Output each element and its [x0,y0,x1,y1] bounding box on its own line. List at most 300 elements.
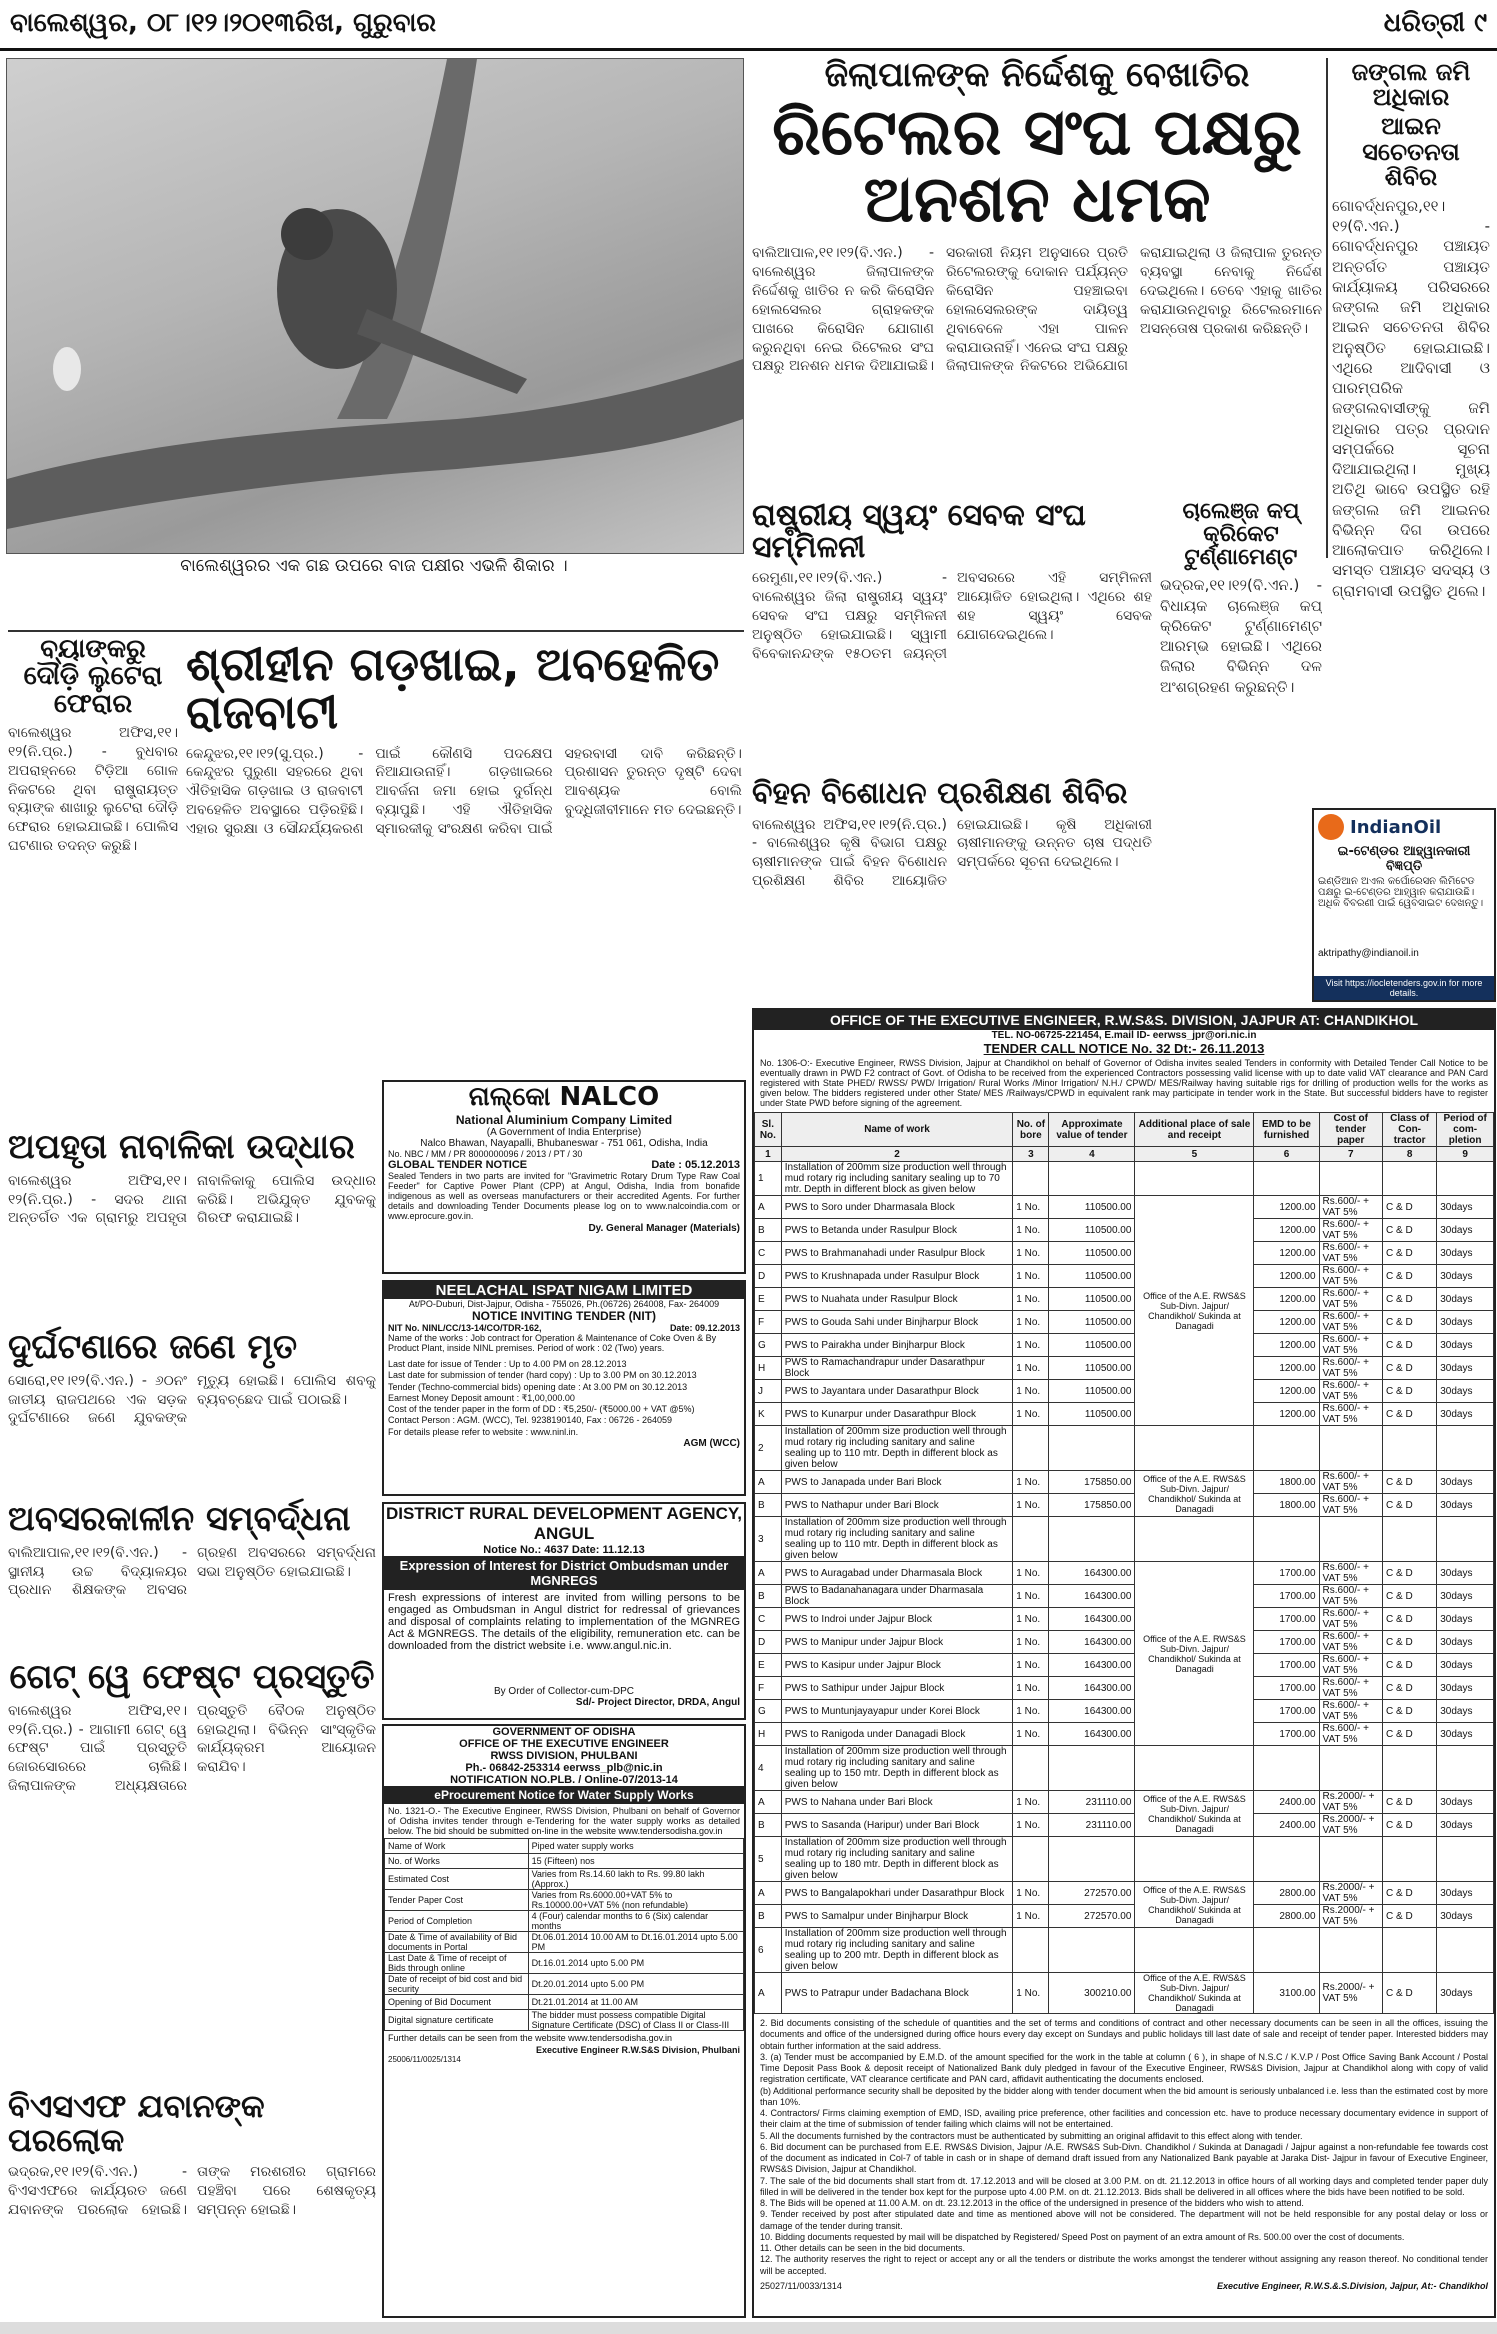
phulbani-label: Date of receipt of bid cost and bid security [385,1974,529,1995]
jajpur-cell-emd: 1200.00 [1254,1380,1319,1403]
main-headline: ଶ୍ରୀହୀନ ଗଡ଼ଖାଇ, ଅବହେଳିତ ରାଜବାଟୀ [186,637,720,740]
minor-headline: ଅପହୃତା ନାବାଳିକା ଉଦ୍ଧାର [8,1127,355,1167]
jajpur-cell-bore: 1 No. [1013,1814,1049,1837]
phulbani-foot: Further details can be seen from the website www.tendersodisha.gov.in [388,2033,672,2043]
phulbani-row [385,1911,744,1932]
jajpur-cell-name: PWS to Auragabad under Dharmasala Block [781,1562,1013,1585]
jajpur-cell-name: PWS to Ranigoda under Danagadi Block [781,1723,1013,1746]
nalco-address: Nalco Bhawan, Nayapalli, Bhubaneswar - 751 061, Odisha, India [420,1138,708,1149]
jajpur-cell-bore: 1 No. [1013,1403,1049,1426]
drda-band: Expression of Interest for District Ombudsman under MGNREGS [384,1556,744,1590]
neelachal-row: Last date for submission of tender (hard copy) : Up to 3.00 PM on 30.12.2013 [388,1370,697,1381]
jajpur-cell-class: C & D [1383,1380,1437,1403]
jajpur-col-number: 9 [1437,1147,1494,1162]
jajpur-cell-period: 30days [1437,1723,1494,1746]
phulbani-label: Tender Paper Cost [385,1890,529,1911]
jajpur-cell-class: C & D [1383,1494,1437,1517]
neelachal-row: Earnest Money Deposit amount : ₹1,00,000.00 [388,1392,575,1403]
jajpur-cell-period: 30days [1437,1814,1494,1837]
phulbani-value: 4 (Four) calendar months to 6 (Six) calendar months [528,1911,743,1932]
jajpur-cell-value: 164300.00 [1049,1654,1135,1677]
jajpur-group-sl: 4 [755,1746,782,1791]
jajpur-cell-place: Office of the A.E. RWS&S Sub-Divn. Jajpur/ Chandikhol/ Sukinda at Danagadi [1135,1471,1254,1517]
rwss-phulbani-ad [382,1724,746,2318]
phulbani-label: Last Date & Time of receipt of Bids through online [385,1953,529,1974]
phulbani-line: GOVERNMENT OF ODISHA [492,1726,636,1738]
jajpur-cell-period: 30days [1437,1357,1494,1380]
jajpur-col-header: Additional place of sale and receipt [1135,1113,1254,1147]
indianoil-brand: IndianOil [1350,816,1442,838]
jajpur-work-row [755,1791,1494,1814]
indianoil-logo-row [1314,810,1494,844]
jajpur-cell-class: C & D [1383,1562,1437,1585]
jajpur-cell-value: 164300.00 [1049,1562,1135,1585]
jajpur-work-row [755,1905,1494,1928]
jajpur-cell-cost: Rs.600/- + VAT 5% [1319,1494,1383,1517]
jajpur-cell-letter: B [755,1585,782,1608]
jajpur-cell-letter: C [755,1608,782,1631]
nalco-ad [382,1080,746,1274]
phulbani-label: Opening of Bid Document [385,1995,529,2010]
jajpur-work-row [755,1973,1494,2014]
phulbani-value: Dt.21.01.2014 at 11.00 AM [528,1995,743,2010]
jajpur-cell-value: 231110.00 [1049,1791,1135,1814]
jajpur-cell-letter: D [755,1265,782,1288]
jajpur-col-header: Cost of tender paper [1319,1113,1383,1147]
jajpur-cell-bore: 1 No. [1013,1357,1049,1380]
phulbani-line: OFFICE OF THE EXECUTIVE ENGINEER [459,1738,669,1750]
jajpur-cell-value: 231110.00 [1049,1814,1135,1837]
jajpur-note: 3. (a) Tender must be accompanied by E.M.D. of the amount specified for the work in the table at column ( 6 ), in shape of N.S.C / K.V.P / Post Office Saving Bank Account / Postal Time Deposit Pass Book & deposit receipt of Nationalized Bank duly pledged in favour of the Executive Engineer, RWS&S Division, Jajpur at Chandikhol along with copy of valid registration certificate, VAT clearance certificate and PAN card, affidavit authenticating the documents enclosed. [760,2051,1488,2085]
phulbani-value: 15 (Fifteen) nos [528,1854,743,1869]
jajpur-group-row [755,1746,1494,1791]
jajpur-cell-class: C & D [1383,1631,1437,1654]
phulbani-line: RWSS DIVISION, PHULBANI [490,1750,638,1762]
jajpur-cell-cost: Rs.600/- + VAT 5% [1319,1677,1383,1700]
neelachal-row: Tender (Techno-commercial bids) opening date : At 3.00 PM on 30.12.2013 [388,1381,688,1392]
jajpur-cell-name: PWS to Pairakha under Binjharpur Block [781,1334,1013,1357]
jajpur-col-header: Class of Con-tractor [1383,1113,1437,1147]
jajpur-cell-cost: Rs.600/- + VAT 5% [1319,1585,1383,1608]
jajpur-cell-name: PWS to Kasipur under Jajpur Block [781,1654,1013,1677]
nalco-body: Sealed Tenders in two parts are invited for "Gravimetric Rotary Drum Type Raw Coal Feeder" for Captive Power Plant (CPP) at Angul, Odisha, India from bonafide indigenous as well as overseas manufacturers or their accredited Agents. For further details and downloading Tender Documents please log on to www.nalcoindia.com or www.eprocure.gov.in. [388,1171,740,1221]
page-number: ଧରିତ୍ରୀ ୯ [1383,8,1487,38]
cricket-story [1160,500,1322,1045]
jajpur-cell-name: PWS to Brahmanahadi under Rasulpur Block [781,1242,1013,1265]
jajpur-cell-emd: 1800.00 [1254,1471,1319,1494]
jajpur-note: 10. Bidding documents requested by mail will be dispatched by Registered/ Speed Post on payment of an extra amount of Rs. 500.00 over the cost of documents. [760,2231,1405,2242]
jajpur-cell-emd: 1200.00 [1254,1334,1319,1357]
page-header-dateline: ବାଲେଶ୍ୱର, ୦୮।୧୨।୨୦୧୩ରିଖ, ଗୁରୁବାର [10,8,437,38]
jajpur-notice: TENDER CALL NOTICE No. 32 Dt:- 26.11.2013 [983,1041,1265,1056]
jajpur-work-row [755,1814,1494,1837]
jajpur-cell-cost: Rs.2000/- + VAT 5% [1319,1973,1383,2014]
phulbani-row [385,1974,744,1995]
jajpur-work-row [755,1288,1494,1311]
jajpur-empty-cell [1254,1517,1319,1562]
jajpur-group-heading: Installation of 200mm size production well through mud rotary rig including sanitary and saline sealing up to 150 mtr. Depth in different block as given below [781,1746,1013,1791]
neelachal-row: Contact Person : AGM. (WCC), Tel. 9238190140, Fax : 06726 - 264059 [388,1415,672,1426]
jajpur-empty-cell [1049,1162,1135,1196]
phulbani-row [385,1869,744,1890]
jajpur-cell-letter: E [755,1654,782,1677]
jajpur-work-row [755,1700,1494,1723]
jajpur-title: OFFICE OF THE EXECUTIVE ENGINEER, R.W.S&S. DIVISION, JAJPUR AT: CHANDIKHOL [754,1010,1494,1030]
jajpur-cell-name: PWS to Soro under Dharmasala Block [781,1196,1013,1219]
jajpur-cell-emd: 1200.00 [1254,1403,1319,1426]
nalco-company: National Aluminium Company Limited [455,1113,673,1127]
phulbani-band: eProcurement Notice for Water Supply Works [384,1786,744,1804]
jajpur-cell-class: C & D [1383,1334,1437,1357]
jajpur-cell-class: C & D [1383,1403,1437,1426]
jajpur-cell-value: 175850.00 [1049,1471,1135,1494]
jajpur-cell-class: C & D [1383,1608,1437,1631]
phulbani-value: Dt.20.01.2014 upto 5.00 PM [528,1974,743,1995]
phulbani-line: Ph.- 06842-253314 eerwss_plb@nic.in [465,1762,663,1774]
drda-ad [382,1502,746,1720]
phulbani-value: Varies from Rs.6000.00+VAT 5% to Rs.10000.00+VAT 5% (non refundable) [528,1890,743,1911]
jajpur-group-row [755,1928,1494,1973]
jajpur-cell-value: 164300.00 [1049,1700,1135,1723]
retire-body: ବାଲିଆପାଳ,୧୧।୧୨(ବି.ଏନ.) - ସ୍ଥାନୀୟ ଉଚ୍ଚ ବିଦ୍ୟାଳୟର ପ୍ରଧାନ ଶିକ୍ଷକଙ୍କ ଅବସର ଗ୍ରହଣ ଅବସରରେ ସମ୍ବର୍ଦ୍ଧନା ସଭା ଅନୁଷ୍ଠିତ ହୋଇଯାଇଛି। [8,1544,376,1599]
jajpur-cell-period: 30days [1437,1380,1494,1403]
jajpur-cell-bore: 1 No. [1013,1242,1049,1265]
jajpur-cell-letter: H [755,1357,782,1380]
jajpur-work-row [755,1311,1494,1334]
phulbani-label: Digital signature certificate [385,2010,529,2031]
jajpur-work-row [755,1242,1494,1265]
bird-on-branch-image [7,59,743,553]
jajpur-empty-cell [1319,1928,1383,1973]
jajpur-cell-cost: Rs.2000/- + VAT 5% [1319,1791,1383,1814]
fest-body: ବାଲେଶ୍ୱର ଅଫିସ,୧୧।୧୨(ନି.ପ୍ର.) - ଆଗାମୀ ଗେଟ୍ ୱେ ଫେଷ୍ଟ ପାଇଁ ପ୍ରସ୍ତୁତି ଜୋରସୋରରେ ଚାଲିଛି। ଜିଲାପାଳଙ୍କ ଅଧ୍ୟକ୍ଷତାରେ ପ୍ରସ୍ତୁତି ବୈଠକ ଅନୁଷ୍ଠିତ ହୋଇଥିଲା। ବିଭିନ୍ନ ସାଂସ୍କୃତିକ କାର୍ଯ୍ୟକ୍ରମ ଆୟୋଜନ କରାଯିବ। [8,1702,376,1795]
jajpur-empty-cell [1383,1426,1437,1471]
jajpur-cell-cost: Rs.600/- + VAT 5% [1319,1357,1383,1380]
jajpur-group-sl: 6 [755,1928,782,1973]
jajpur-cell-emd: 1700.00 [1254,1677,1319,1700]
jajpur-cell-class: C & D [1383,1905,1437,1928]
phulbani-row [385,1995,744,2010]
jajpur-cell-cost: Rs.600/- + VAT 5% [1319,1219,1383,1242]
lead-body: ବାଲିଆପାଳ,୧୧।୧୨(ବି.ଏନ.) - ବାଲେଶ୍ୱର ଜିଲାପାଳଙ୍କ ନିର୍ଦ୍ଦେଶକୁ ଖାତିର ନ କରି କିରୋସିନ ହୋଲସେଲର ଗ୍ରାହକଙ୍କ ପାଖରେ କିରୋସିନ ଯୋଗାଣ କରୁନଥିବା ନେଇ ରିଟେଲର ସଂଘ ପକ୍ଷରୁ ଅନଶନ ଧମକ ଦିଆଯାଇଛି। ସରକାରୀ ନିୟମ ଅନୁସାରେ ପ୍ରତି ରିଟେଲରଙ୍କୁ ଦୋକାନ ପର୍ଯ୍ୟନ୍ତ କିରୋସିନ ପହଞ୍ଚାଇବା ହୋଲସେଲରଙ୍କ ଦାୟିତ୍ୱ ଥିବାବେଳେ ଏହା ପାଳନ କରାଯାଉନାହିଁ। ଏନେଇ ସଂଘ ପକ୍ଷରୁ ଜିଲାପାଳଙ୍କ ନିକଟରେ ଅଭିଯୋଗ କରାଯାଇଥିଲା ଓ ଜିଲାପାଳ ତୁରନ୍ତ ବ୍ୟବସ୍ଥା ନେବାକୁ ନିର୍ଦ୍ଦେଶ ଦେଇଥିଲେ। ତେବେ ଏହାକୁ ଖାତିର କରାଯାଉନଥିବାରୁ ରିଟେଲରମାନେ ଅସନ୍ତୋଷ ପ୍ରକାଶ କରିଛନ୍ତି। [752,245,1322,375]
jajpur-empty-cell [1135,1746,1254,1791]
jajpur-cell-bore: 1 No. [1013,1471,1049,1494]
jajpur-cell-name: PWS to Gouda Sahi under Binjharpur Block [781,1311,1013,1334]
jajpur-cell-name: PWS to Betanda under Rasulpur Block [781,1219,1013,1242]
jajpur-empty-cell [1135,1837,1254,1882]
jajpur-cell-period: 30days [1437,1631,1494,1654]
jajpur-note: 6. Bid document can be purchased from E.E. RWS&S Division, Jajpur /A.E. RWS&S Sub-Divn. Chandikhol / Sukinda at Danagadi / Jajpur against a non-refundable fee towards cost of the document as indicated in Col-7 of table in cash or in shape of demand draft issued from any Nationalized Bank payable at Jaraka Dist- Jajpur in favour of Executive Engineer, RWS&S Division, Jajpur at Chandikhol. [760,2141,1488,2175]
jajpur-cell-cost: Rs.600/- + VAT 5% [1319,1242,1383,1265]
jajpur-empty-cell [1013,1928,1049,1973]
phulbani-row [385,1890,744,1911]
jajpur-col-number: 8 [1383,1147,1437,1162]
nalco-sub: (A Government of India Enterprise) [486,1127,642,1138]
jajpur-col-header: EMD to be furnished [1254,1113,1319,1147]
jajpur-work-row [755,1677,1494,1700]
jajpur-group-row [755,1426,1494,1471]
jajpur-empty-cell [1437,1746,1494,1791]
nalco-brand: ନାଲ୍କୋ NALCO [468,1082,660,1112]
jajpur-group-sl: 1 [755,1162,782,1196]
jajpur-cell-class: C & D [1383,1242,1437,1265]
jajpur-contact: TEL. NO-06725-221454, E.mail ID- eerwss_jpr@ori.nic.in [991,1030,1257,1041]
jajpur-cell-value: 110500.00 [1049,1242,1135,1265]
bsf-headline: ବିଏସଏଫ ଯବାନଙ୍କ ପରଲୋକ [8,2087,265,2159]
jajpur-cell-value: 110500.00 [1049,1380,1135,1403]
jajpur-col-header: Period of com-pletion [1437,1113,1494,1147]
training-body: ବାଲେଶ୍ୱର ଅଫିସ,୧୧।୧୨(ନି.ପ୍ର.) - ବାଲେଶ୍ୱର କୃଷି ବିଭାଗ ପକ୍ଷରୁ ଚାଷୀମାନଙ୍କ ପାଇଁ ବିହନ ବିଶୋଧନ ପ୍ରଶିକ୍ଷଣ ଶିବିର ଆୟୋଜିତ ହୋଇଯାଇଛି। କୃଷି ଅଧିକାରୀ ଚାଷୀମାନଙ୍କୁ ଉନ୍ନତ ଚାଷ ପଦ୍ଧତି ସମ୍ପର୍କରେ ସୂଚନା ଦେଇଥିଲେ। [752,816,1152,890]
jajpur-cell-letter: G [755,1334,782,1357]
jajpur-cell-name: PWS to Samalpur under Binjharpur Block [781,1905,1013,1928]
jajpur-empty-cell [1254,1746,1319,1791]
jajpur-intro: No. 1306-O:- Executive Engineer, RWSS Division, Jajpur at Chandikhol on behalf of Governor of Odisha invites sealed Tenders in conformity with Detailed Tender Call Notice to be eventually drawn in PWD F2 contract of Govt. of Odisha to be received from the experienced Contractors possessing valid license with up to date valid VAT clearance and PAN Card registered with State PHED/ RWSS/ PWD/ Irrigation/ Rural Works /Minor Irrigation/ N.H./ CPWD/ MES/Railway having suitable rigs for drilling of production wells for the works as given below. The bidders registered under other State/ MES /Railways/CPWD in equivalent rank may participate in tender work in the State. But successful bidders have to register under State PWD before signing of the agreement. [760,1058,1488,1108]
column-rule [1326,58,1328,558]
jajpur-cell-cost: Rs.600/- + VAT 5% [1319,1471,1383,1494]
drda-title: DISTRICT RURAL DEVELOPMENT AGENCY, ANGUL [385,1504,743,1543]
neelachal-title: NEELACHAL ISPAT NIGAM LIMITED [384,1282,744,1299]
jajpur-cell-cost: Rs.600/- + VAT 5% [1319,1380,1383,1403]
jajpur-empty-cell [1254,1837,1319,1882]
neelachal-address: At/PO-Duburi, Dist-Jajpur, Odisha - 755026, Ph.(06726) 264008, Fax- 264009 [408,1299,720,1309]
jajpur-work-row [755,1196,1494,1219]
jajpur-cell-period: 30days [1437,1334,1494,1357]
jajpur-cell-period: 30days [1437,1196,1494,1219]
jajpur-group-row [755,1162,1494,1196]
jajpur-cell-cost: Rs.600/- + VAT 5% [1319,1723,1383,1746]
jajpur-cell-cost: Rs.600/- + VAT 5% [1319,1562,1383,1585]
jajpur-cell-value: 164300.00 [1049,1723,1135,1746]
fest-headline: ଗେଟ୍ ୱେ ଫେଷ୍ଟ ପ୍ରସ୍ତୁତି [9,1657,375,1697]
jajpur-work-row [755,1403,1494,1426]
jajpur-cell-value: 272570.00 [1049,1905,1135,1928]
jajpur-cell-class: C & D [1383,1219,1437,1242]
jajpur-note: 2. Bid documents consisting of the schedule of quantities and the set of terms and conditions of contract and other necessary documents can be seen in all the offices, issuing the documents and office of the undersigned during office hours every day except on Sundays and public holidays till last date of sale and receipt of tender paper. Interested bidders may obtain further information at the said address. [760,2018,1488,2051]
jajpur-work-row [755,1654,1494,1677]
jajpur-note: 7. The sale of the bid documents shall start from dt. 17.12.2013 and will be closed at 3.00 P.M. on dt. 21.12.2013 in office hours of all working days and completed tender paper duly filled in will be delivered in the tender box kept for the purpose upto 4.00 P.M. on dt. 21.12.2013. Bids shall be delivered in all offices where the bids have been notified to be sold. [760,2175,1488,2197]
jajpur-cell-emd: 2800.00 [1254,1905,1319,1928]
jajpur-cell-period: 30days [1437,1677,1494,1700]
jajpur-empty-cell [1319,1162,1383,1196]
jajpur-work-row [755,1380,1494,1403]
jajpur-note: 11. Other details can be seen in the bid documents. [760,2243,965,2253]
neelachal-ad [382,1280,746,1496]
jajpur-group-heading: Installation of 200mm size production well through mud rotary rig including sanitary and saline sealing up to 200 mtr. Depth in different block as given below [781,1928,1013,1973]
indianoil-ad [1312,808,1496,1002]
neelachal-row: Cost of the tender paper in the form of DD : ₹5,250/- (₹5000.00 + VAT @5%) [388,1404,695,1414]
jajpur-empty-cell [1013,1162,1049,1196]
jajpur-cell-cost: Rs.600/- + VAT 5% [1319,1654,1383,1677]
jajpur-cell-period: 30days [1437,1654,1494,1677]
jajpur-work-row [755,1631,1494,1654]
phulbani-label: No. of Works [385,1854,529,1869]
jajpur-cell-period: 30days [1437,1242,1494,1265]
jajpur-empty-cell [1383,1837,1437,1882]
jajpur-empty-cell [1049,1746,1135,1791]
jajpur-note: (b) Additional performance security shall be deposited by the bidder along with tender document when the bid amount is seriously unbalanced i.e. less than the estimated cost by more than 10%. [760,2085,1488,2107]
jajpur-cell-period: 30days [1437,1905,1494,1928]
main-body: କେନ୍ଦୁଝର,୧୧।୧୨(ସୁ.ପ୍ର.) - କେନ୍ଦୁଝର ପୁରୁଣା ସହରରେ ଥିବା ଐତିହାସିକ ଗଡ଼ଖାଇ ଓ ରାଜବାଟୀ ଅବହେଳିତ ଅବସ୍ଥାରେ ପଡ଼ିରହିଛି। ଏହାର ସୁରକ୍ଷା ଓ ସୌନ୍ଦର୍ଯ୍ୟକରଣ ପାଇଁ କୌଣସି ପଦକ୍ଷେପ ନିଆଯାଉନାହିଁ। ଗଡ଼ଖାଇରେ ଆବର୍ଜନା ଜମା ହୋଇ ଦୁର୍ଗନ୍ଧ ବ୍ୟାପୁଛି। ଏହି ଐତିହାସିକ ସ୍ମାରକୀକୁ ସଂରକ୍ଷଣ କରିବା ପାଇଁ ସହରବାସୀ ଦାବି କରିଛନ୍ତି। ପ୍ରଶାସନ ତୁରନ୍ତ ଦୃଷ୍ଟି ଦେବା ଆବଶ୍ୟକ ବୋଲି ବୁଦ୍ଧିଜୀବୀମାନେ ମତ ଦେଇଛନ୍ତି। [186,745,742,838]
jajpur-empty-cell [1135,1517,1254,1562]
nalco-notice-no: No. NBC / MM / PR 8000000096 / 2013 / PT / 30 [388,1149,583,1159]
jajpur-empty-cell [1254,1928,1319,1973]
drda-body: Fresh expressions of interest are invited from willing persons to be engaged as Ombudsman in Angul district for redressal of grievances and disposal of complaints relating to implementation of the MGNREG Act & MGNREGS. The details of the eligibility, remuneration etc. can be downloaded from the district website i.e. www.angul.nic.in. [388,1592,740,1652]
jajpur-cell-value: 164300.00 [1049,1585,1135,1608]
jajpur-cell-letter: A [755,1471,782,1494]
jajpur-cell-bore: 1 No. [1013,1631,1049,1654]
nalco-date: Date : 05.12.2013 [651,1159,740,1171]
neelachal-nit-no: NIT No. NINL/CC/13-14/CO/TDR-162, [388,1323,542,1333]
phulbani-value: Dt.06.01.2014 10.00 AM to Dt.16.01.2014 upto 5.00 PM [528,1932,743,1953]
jajpur-cell-cost: Rs.600/- + VAT 5% [1319,1334,1383,1357]
jajpur-cell-class: C & D [1383,1357,1437,1380]
indianoil-email: aktripathy@indianoil.in [1318,948,1419,959]
jajpur-cell-bore: 1 No. [1013,1380,1049,1403]
indianoil-title: ଇ-ଟେଣ୍ଡର ଆହ୍ୱାନକାରୀ ବିଜ୍ଞପ୍ତି [1337,844,1471,874]
jajpur-empty-cell [1437,1426,1494,1471]
jajpur-cell-value: 110500.00 [1049,1196,1135,1219]
jajpur-note: 12. The authority reserves the right to reject or accept any or all the tenders or distribute the works amongst the tenderer without assigning any reason thereof. No conditional tender will be accepted. [760,2254,1488,2276]
jajpur-cell-emd: 1700.00 [1254,1585,1319,1608]
jajpur-col-header: Approximate value of tender [1049,1113,1135,1147]
jajpur-col-number: 5 [1135,1147,1254,1162]
jajpur-group-sl: 2 [755,1426,782,1471]
jajpur-cell-value: 175850.00 [1049,1494,1135,1517]
jajpur-cell-letter: B [755,1494,782,1517]
jajpur-cell-class: C & D [1383,1677,1437,1700]
jajpur-group-sl: 5 [755,1837,782,1882]
jajpur-cell-name: PWS to Indroi under Jajpur Block [781,1608,1013,1631]
jajpur-cell-class: C & D [1383,1265,1437,1288]
jajpur-sign: Executive Engineer, R.W.S.&.S.Division, Jajpur, At:- Chandikhol [1216,2280,1488,2291]
jajpur-table [754,1112,1494,2014]
jajpur-cell-bore: 1 No. [1013,1311,1049,1334]
jajpur-cell-emd: 2400.00 [1254,1791,1319,1814]
jajpur-cell-bore: 1 No. [1013,1334,1049,1357]
jajpur-cell-value: 164300.00 [1049,1677,1135,1700]
jajpur-cell-emd: 1200.00 [1254,1242,1319,1265]
jajpur-empty-cell [1049,1928,1135,1973]
jajpur-cell-cost: Rs.600/- + VAT 5% [1319,1265,1383,1288]
jajpur-group-heading: Installation of 200mm size production well through mud rotary rig including sanitary and saline sealing up to 110 mtr. Depth in different block as given below [781,1426,1013,1471]
jajpur-cell-class: C & D [1383,1196,1437,1219]
phulbani-label: Period of Completion [385,1911,529,1932]
jajpur-col-number: 4 [1049,1147,1135,1162]
minor-body: ବାଲେଶ୍ୱର ଅଫିସ,୧୧।୧୨(ନି.ପ୍ର.) - ସଦର ଥାନା ଅନ୍ତର୍ଗତ ଏକ ଗ୍ରାମରୁ ଅପହୃତା ନାବାଳିକାକୁ ପୋଲିସ ଉଦ୍ଧାର କରିଛି। ଅଭିଯୁକ୍ତ ଯୁବକକୁ ଗିରଫ କରାଯାଇଛି। [8,1172,376,1227]
jajpur-cell-bore: 1 No. [1013,1494,1049,1517]
jajpur-col-header: Name of work [781,1113,1013,1147]
jajpur-empty-cell [1437,1162,1494,1196]
jajpur-cell-name: PWS to Krushnapada under Rasulpur Block [781,1265,1013,1288]
jajpur-cell-cost: Rs.2000/- + VAT 5% [1319,1882,1383,1905]
jajpur-cell-emd: 1700.00 [1254,1608,1319,1631]
jajpur-col-header: No. of bore [1013,1113,1049,1147]
jajpur-work-row [755,1562,1494,1585]
indianoil-body: ଇଣ୍ଡିଆନ ଅଏଲ କର୍ପୋରେସନ ଲିମିଟେଡ ପକ୍ଷରୁ ଇ-ଟେଣ୍ଡର ଆହ୍ୱାନ କରାଯାଉଛି। ଅଧିକ ବିବରଣୀ ପାଇଁ ୱେବସାଇଟ ଦେଖନ୍ତୁ। [1318,876,1484,909]
jajpur-cell-emd: 1200.00 [1254,1288,1319,1311]
jajpur-cell-value: 110500.00 [1049,1219,1135,1242]
rss-body: ରେମୁଣା,୧୧।୧୨(ବି.ଏନ.) - ବାଲେଶ୍ୱର ଜିଲା ରାଷ୍ଟ୍ରୀୟ ସ୍ୱୟଂ ସେବକ ସଂଘ ପକ୍ଷରୁ ସମ୍ମିଳନୀ ଅନୁଷ୍ଠିତ ହୋଇଯାଇଛି। ସ୍ୱାମୀ ବିବେକାନନ୍ଦଙ୍କ ୧୫୦ତମ ଜୟନ୍ତୀ ଅବସରରେ ଏହି ସମ୍ମିଳନୀ ଆୟୋଜିତ ହୋଇଥିଲା। ଏଥିରେ ଶହ ଶହ ସ୍ୱୟଂ ସେବକ ଯୋଗଦେଇଥିଲେ। [752,570,1152,662]
jajpur-empty-cell [1013,1517,1049,1562]
jajpur-cell-bore: 1 No. [1013,1677,1049,1700]
phulbani-sign: Executive Engineer R.W.S&S Division, Phulbani [535,2045,740,2055]
jajpur-work-row [755,1334,1494,1357]
jajpur-cell-value: 110500.00 [1049,1288,1135,1311]
jajpur-empty-cell [1135,1928,1254,1973]
jajpur-cell-emd: 1700.00 [1254,1700,1319,1723]
jajpur-cell-bore: 1 No. [1013,1196,1049,1219]
jajpur-cell-name: PWS to Muntunjayayapur under Korei Block [781,1700,1013,1723]
lead-story [752,55,1322,534]
jajpur-cell-period: 30days [1437,1471,1494,1494]
jajpur-group-heading: Installation of 200mm size production well through mud rotary rig including sanitary and saline sealing up to 180 mtr. Depth in different block as given below [781,1837,1013,1882]
phulbani-row [385,1839,744,1854]
jajpur-work-row [755,1608,1494,1631]
jajpur-cell-bore: 1 No. [1013,1905,1049,1928]
jajpur-cell-bore: 1 No. [1013,1608,1049,1631]
side-body: ଗୋବର୍ଦ୍ଧନପୁର,୧୧।୧୨(ବି.ଏନ.) - ଗୋବର୍ଦ୍ଧନପୁର ପଞ୍ଚାୟତ ଅନ୍ତର୍ଗତ ପଞ୍ଚାୟତ କାର୍ଯ୍ୟାଳୟ ପରିସରରେ ଜଙ୍ଗଲ ଜମି ଅଧିକାର ଆଇନ ସଚେତନତା ଶିବିର ଅନୁଷ୍ଠିତ ହୋଇଯାଇଛି। ଏଥିରେ ଆଦିବାସୀ ଓ ପାରମ୍ପରିକ ଜଙ୍ଗଲବାସୀଙ୍କୁ ଜମି ଅଧିକାର ପତ୍ର ପ୍ରଦାନ ସମ୍ପର୍କରେ ସୂଚନା ଦିଆଯାଇଥିଲା। ମୁଖ୍ୟ ଅତିଥି ଭାବେ ଉପସ୍ଥିତ ରହି ଜଙ୍ଗଲ ଜମି ଆଇନର ବିଭିନ୍ନ ଦିଗ ଉପରେ ଆଲୋକପାତ କରିଥିଲେ। ସମସ୍ତ ପଞ୍ଚାୟତ ସଦସ୍ୟ ଓ ଗ୍ରାମବାସୀ ଉପସ୍ଥିତ ଥିଲେ। [1332,196,1490,600]
jajpur-cell-place: Office of the A.E. RWS&S Sub-Divn. Jajpur/ Chandikhol/ Sukinda at Danagadi [1135,1973,1254,2014]
cricket-headline: ଚାଲେଞ୍ଜ କପ୍ କ୍ରିକେଟ ଟୁର୍ଣ୍ଣାମେଣ୍ଟ [1182,499,1300,571]
jajpur-cell-letter: B [755,1219,782,1242]
jajpur-cell-period: 30days [1437,1288,1494,1311]
jajpur-cell-bore: 1 No. [1013,1219,1049,1242]
jajpur-cell-letter: A [755,1791,782,1814]
jajpur-work-row [755,1882,1494,1905]
jajpur-cell-emd: 2800.00 [1254,1882,1319,1905]
jajpur-group-heading: Installation of 200mm size production well through mud rotary rig including sanitary sealing up to 70 mtr. Depth in different block as given below [781,1162,1013,1196]
jajpur-cell-class: C & D [1383,1973,1437,2014]
indianoil-visit: Visit https://iocletenders.gov.in for more details. [1314,976,1494,1000]
jajpur-work-row [755,1357,1494,1380]
news-photo [6,58,744,554]
phulbani-value: Dt.16.01.2014 upto 5.00 PM [528,1953,743,1974]
jajpur-cell-value: 110500.00 [1049,1265,1135,1288]
jajpur-cell-letter: E [755,1288,782,1311]
phulbani-body: No. 1321-O.- The Executive Engineer, RWSS Division, Phulbani on behalf of Governor of Odisha invites tender through e-Tendering for the water supply works as detailed below. The bid should be submitted on-line in the website www.tendersodisha.gov.in [388,1806,740,1836]
jajpur-cell-name: PWS to Kunarpur under Dasarathpur Block [781,1403,1013,1426]
jajpur-cell-place: Office of the A.E. RWS&S Sub-Divn. Jajpur/ Chandikhol/ Sukinda at Danagadi [1135,1791,1254,1837]
jajpur-cell-cost: Rs.600/- + VAT 5% [1319,1288,1383,1311]
bank-headline: ବ୍ୟାଙ୍କରୁ ଦୌଡ଼ି ଲୁଟେରା ଫେରାର [23,634,163,719]
phulbani-code: 25006/11/0025/1314 [388,2055,461,2064]
jajpur-cell-value: 110500.00 [1049,1311,1135,1334]
jajpur-cell-bore: 1 No. [1013,1723,1049,1746]
jajpur-cell-cost: Rs.600/- + VAT 5% [1319,1403,1383,1426]
jajpur-empty-cell [1383,1517,1437,1562]
jajpur-cell-bore: 1 No. [1013,1585,1049,1608]
jajpur-cell-emd: 2400.00 [1254,1814,1319,1837]
bank-body: ବାଲେଶ୍ୱର ଅଫିସ,୧୧।୧୨(ନି.ପ୍ର.) - ବୁଧବାର ଅପରାହ୍ନରେ ଟିଡ଼ିଆ ଗୋଳ ନିକଟରେ ଥିବା ରାଷ୍ଟ୍ରାୟତ୍ତ ବ୍ୟାଙ୍କ ଶାଖାରୁ ଲୁଟେରା ଦୌଡ଼ି ଫେରାର ହୋଇଯାଇଛି। ପୋଲିସ ଘଟଣାର ତଦନ୍ତ କରୁଛି। [8,724,178,855]
jajpur-cell-period: 30days [1437,1265,1494,1288]
jajpur-cell-value: 300210.00 [1049,1973,1135,2014]
bsf-body: ଭଦ୍ରକ,୧୧।୧୨(ବି.ଏନ.) - ବିଏସଏଫରେ କାର୍ଯ୍ୟରତ ଜଣେ ଯବାନଙ୍କ ପରଲୋକ ହୋଇଛି। ତାଙ୍କ ମରଶରୀର ଗ୍ରାମରେ ପହଞ୍ଚିବା ପରେ ଶେଷକୃତ୍ୟ ସମ୍ପନ୍ନ ହୋଇଛି। [8,2164,376,2218]
jajpur-empty-cell [1383,1746,1437,1791]
phulbani-value: Varies from Rs.14.60 lakh to Rs. 99.80 lakh (Approx.) [528,1869,743,1890]
jajpur-cell-cost: Rs.600/- + VAT 5% [1319,1631,1383,1654]
jajpur-col-number: 2 [781,1147,1013,1162]
jajpur-cell-letter: F [755,1677,782,1700]
jajpur-empty-cell [1254,1426,1319,1471]
rss-headline: ରାଷ୍ଟ୍ରୀୟ ସ୍ୱୟଂ ସେବକ ସଂଘ ସମ୍ମିଳନୀ [752,498,1086,565]
jajpur-cell-bore: 1 No. [1013,1791,1049,1814]
jajpur-cell-period: 30days [1437,1562,1494,1585]
jajpur-cell-class: C & D [1383,1700,1437,1723]
nalco-sign: Dy. General Manager (Materials) [588,1223,740,1234]
drda-sign: Sd/- Project Director, DRDA, Angul [575,1697,740,1708]
jajpur-cell-class: C & D [1383,1311,1437,1334]
jajpur-cell-letter: H [755,1723,782,1746]
